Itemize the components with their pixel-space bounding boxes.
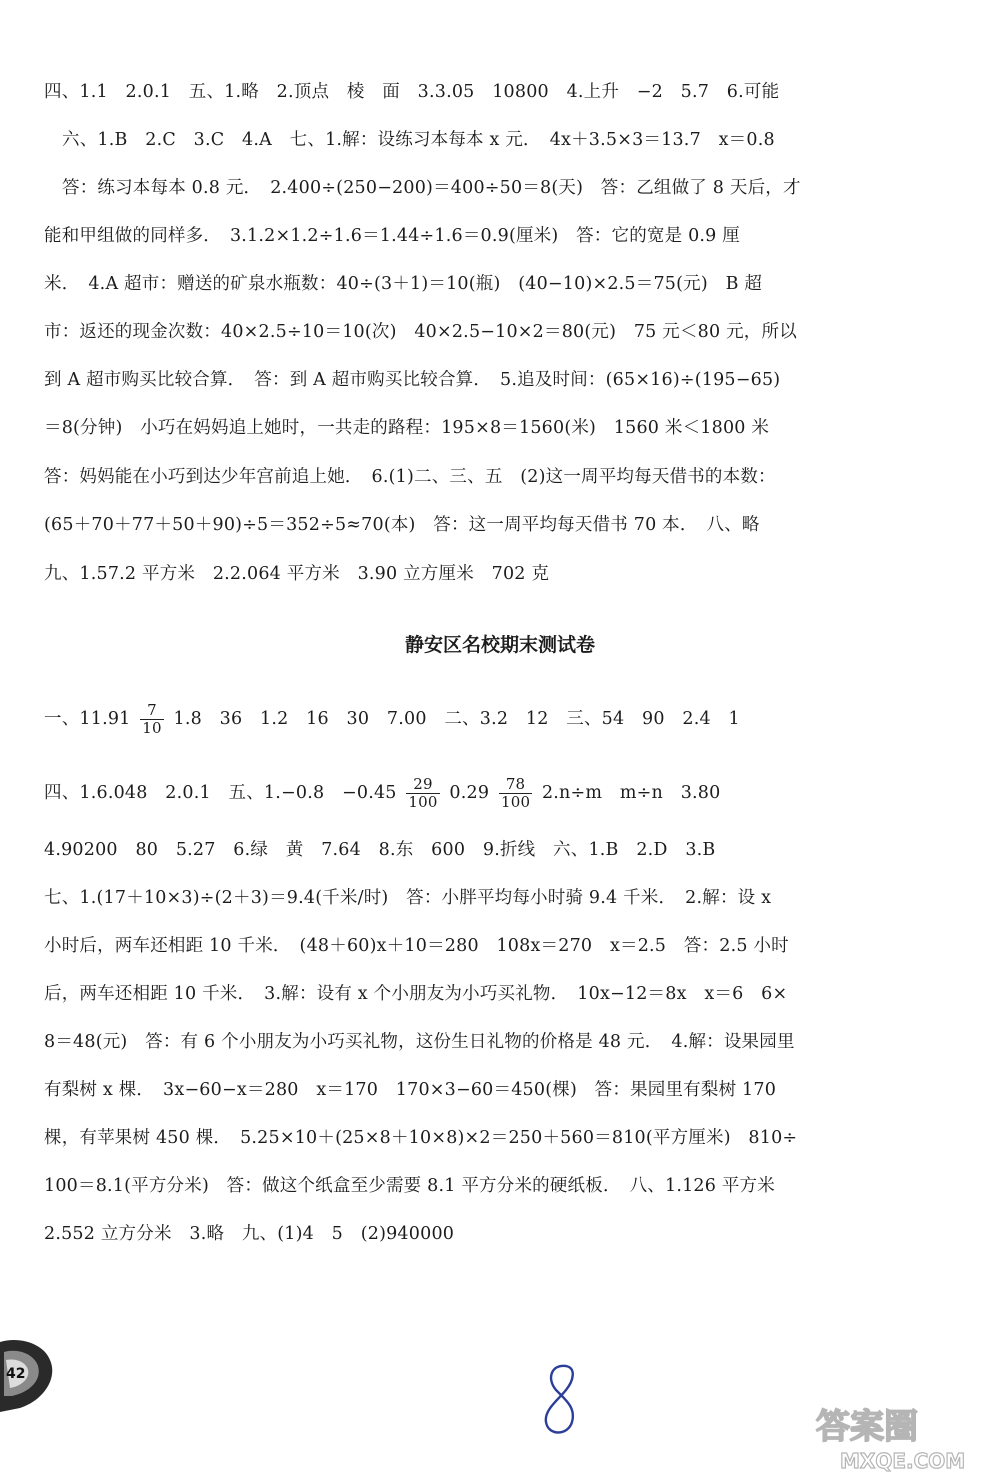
answer-line-3: 答：练习本每本 0.8 元． 2.400÷(250−200)＝400÷50＝8(天) 答：乙组做了 8 天后，才 [62,178,801,198]
fraction [406,776,439,811]
page-number: 42 [6,1366,26,1382]
answer-line-10: (65＋70＋77＋50＋90)÷5＝352÷5≈70(本) 答：这一周平均每天借书 70 本． 八、略 [44,515,760,535]
handwritten-8-mark [536,1360,586,1440]
answer-line-b4: 七、1.(17＋10×3)÷(2＋3)＝9.4(千米/时) 答：小胖平均每小时骑 9.4 千米． 2.解：设 x [44,888,772,908]
answer-line-2: 六、1.B 2.C 3.C 4.A 七、1.解：设练习本每本 x 元． 4x＋3.5×3＝13.7 x＝0.8 [62,130,775,150]
answer-text: 0.29 [449,783,490,803]
answer-line-11: 九、1.57.2 平方米 2.2.064 平方米 3.90 立方厘米 702 克 [44,564,550,584]
answer-text: 2.n÷m m÷n 3.80 [541,783,721,803]
answer-line-b3: 4.90200 80 5.27 6.绿 黄 7.64 8.东 600 9.折线 六、1.B 2.D 3.B [44,840,716,860]
answer-text: 四、1.6.048 2.0.1 五、1.−0.8 −0.45 [44,783,397,803]
fraction-denominator: 10 [142,719,162,737]
watermark-text: 答案圈 [816,1407,918,1447]
answer-line-1: 四、1.1 2.0.1 五、1.略 2.顶点 棱 面 3.3.05 10800 4.上升 −2 5.7 6.可能 [44,82,780,102]
answer-line-9: 答：妈妈能在小巧到达少年宫前追上她． 6.(1)二、三、五 (2)这一周平均每天借书的本数： [44,467,776,487]
answer-text: 1.8 36 1.2 16 30 7.00 二、3.2 12 三、54 90 2.4 1 [173,709,740,729]
answer-line-b11: 2.552 立方分米 3.略 九、(1)4 5 (2)940000 [44,1224,455,1244]
answer-line-4: 能和甲组做的同样多． 3.1.2×1.2÷1.6＝1.44÷1.6＝0.9(厘米) 答：它的宽是 0.9 厘 [44,226,740,246]
answer-line-b1 [44,702,944,737]
answer-line-b9: 棵，有苹果树 450 棵． 5.25×10＋(25×8＋10×8)×2＝250＋560＝810(平方厘米) 810÷ [44,1128,798,1148]
answer-line-b2 [44,776,944,811]
answer-text: 一、11.91 [44,709,131,729]
fraction [499,776,532,811]
fraction-numerator: 78 [499,776,532,794]
answer-line-7: 到 A 超市购买比较合算． 答：到 A 超市购买比较合算． 5.追及时间：(65×16)÷(195−65) [44,370,781,390]
fraction-denominator: 100 [408,793,438,811]
answer-line-b7: 8＝48(元) 答：有 6 个小朋友为小巧买礼物，这份生日礼物的价格是 48 元． 4.解：设果园里 [44,1032,795,1052]
answer-line-b6: 后，两车还相距 10 千米． 3.解：设有 x 个小朋友为小巧买礼物． 10x−12＝8x x＝6 6× [44,984,788,1004]
fraction-numerator: 7 [140,702,164,720]
answer-line-8: ＝8(分钟) 小巧在妈妈追上她时，一共走的路程：195×8＝1560(米) 1560 米＜1800 米 [44,418,770,438]
fraction-numerator: 29 [406,776,439,794]
watermark-logo [810,1400,990,1475]
answer-line-b10: 100＝8.1(平方分米) 答：做这个纸盒至少需要 8.1 平方分米的硬纸板． 八、1.126 平方米 [44,1176,775,1196]
fraction [140,702,164,737]
section-title: 静安区名校期末测试卷 [404,634,595,656]
corner-page-decoration [0,1330,70,1415]
answer-line-6: 市：返还的现金次数：40×2.5÷10＝10(次) 40×2.5−10×2＝80(元) 75 元＜80 元，所以 [44,322,797,342]
answer-line-5: 米． 4.A 超市：赠送的矿泉水瓶数：40÷(3＋1)＝10(瓶) (40−10)×2.5＝75(元) B 超 [44,274,763,294]
answer-line-b8: 有梨树 x 棵． 3x−60−x＝280 x＝170 170×3−60＝450(棵) 答：果园里有梨树 170 [44,1080,777,1100]
fraction-denominator: 100 [500,793,531,811]
watermark-url: MXQE.COM [840,1449,966,1473]
answer-line-b5: 小时后，两车还相距 10 千米． (48＋60)x＋10＝280 108x＝270 x＝2.5 答：2.5 小时 [44,936,789,956]
